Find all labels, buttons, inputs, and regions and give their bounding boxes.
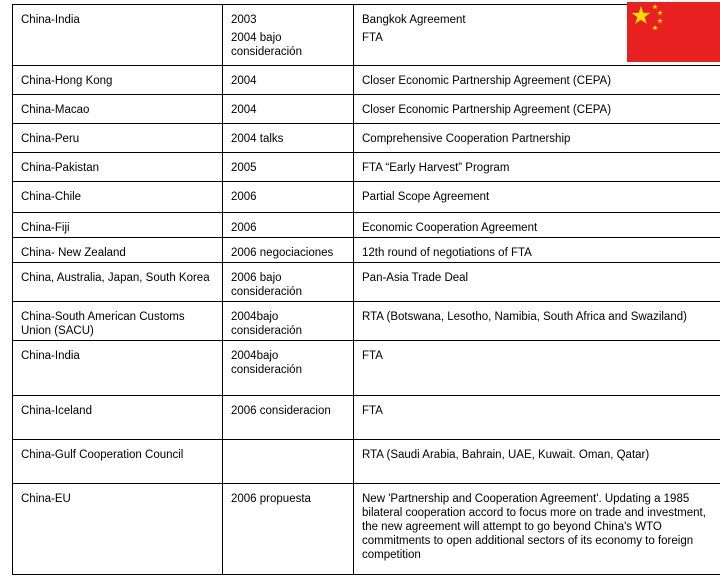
table-row bbox=[13, 238, 720, 263]
date-line: 2003 bbox=[231, 14, 257, 26]
date-cell: 2006 bbox=[223, 182, 354, 213]
partner-cell: China-Gulf Cooperation Council bbox=[13, 440, 223, 484]
agreement-cell: Comprehensive Cooperation Partnership bbox=[354, 124, 720, 153]
date-cell: 2004 bbox=[223, 95, 354, 124]
china-flag-icon bbox=[627, 2, 720, 62]
table-row bbox=[13, 213, 720, 238]
partner-cell: China-Hong Kong bbox=[13, 66, 223, 95]
agreement-cell: Closer Economic Partnership Agreement (CEPA) bbox=[354, 66, 720, 95]
table-row bbox=[13, 5, 720, 66]
date-cell: 2004 talks bbox=[223, 124, 354, 153]
date-cell: 2004bajo consideración bbox=[223, 341, 354, 396]
agreement-cell: New 'Partnership and Cooperation Agreement'. Updating a 1985 bilateral cooperation accord to focus more on trade and investment, the new agreement will attempt to go beyond China's WTO commitments to open additional sectors of its economy to foreign competition bbox=[354, 484, 720, 575]
partner-cell: China-India bbox=[13, 341, 223, 396]
table-row bbox=[13, 440, 720, 484]
date-cell: 2006 propuesta bbox=[223, 484, 354, 575]
table-row bbox=[13, 66, 720, 95]
table-row bbox=[13, 263, 720, 302]
partner-cell: China-India bbox=[13, 5, 223, 66]
partner-cell: China, Australia, Japan, South Korea bbox=[13, 263, 223, 302]
partner-cell: China-Macao bbox=[13, 95, 223, 124]
date-cell: 2006 bbox=[223, 213, 354, 238]
agreement-cell: FTA bbox=[354, 396, 720, 440]
date-cell: 2005 bbox=[223, 153, 354, 182]
date-cell: 2004bajo consideración bbox=[223, 302, 354, 341]
table-row bbox=[13, 341, 720, 396]
date-cell: 2006 negociaciones bbox=[223, 238, 354, 263]
agreement-cell: Partial Scope Agreement bbox=[354, 182, 720, 213]
table-row bbox=[13, 153, 720, 182]
agreement-cell: Economic Cooperation Agreement bbox=[354, 213, 720, 238]
agreement-line: Bangkok Agreement bbox=[362, 14, 466, 26]
table-row bbox=[13, 302, 720, 341]
partner-cell: China-Pakistan bbox=[13, 153, 223, 182]
agreement-cell: RTA (Saudi Arabia, Bahrain, UAE, Kuwait. Oman, Qatar) bbox=[354, 440, 720, 484]
partner-cell: China-Peru bbox=[13, 124, 223, 153]
agreement-cell: Closer Economic Partnership Agreement (CEPA) bbox=[354, 95, 720, 124]
date-cell bbox=[223, 5, 354, 66]
partner-cell: China-South American Customs Union (SACU) bbox=[13, 302, 223, 341]
agreement-line: FTA bbox=[362, 31, 712, 45]
agreement-cell: 12th round of negotiations of FTA bbox=[354, 238, 720, 263]
agreement-cell: Pan-Asia Trade Deal bbox=[354, 263, 720, 302]
agreement-cell: FTA “Early Harvest” Program bbox=[354, 153, 720, 182]
agreement-cell: RTA (Botswana, Lesotho, Namibia, South Africa and Swaziland) bbox=[354, 302, 720, 341]
date-cell bbox=[223, 440, 354, 484]
table-row bbox=[13, 182, 720, 213]
partner-cell: China-Iceland bbox=[13, 396, 223, 440]
date-cell: 2006 bajo consideración bbox=[223, 263, 354, 302]
table-row bbox=[13, 396, 720, 440]
table-row bbox=[13, 124, 720, 153]
trade-agreements-table bbox=[12, 4, 720, 575]
table-row bbox=[13, 95, 720, 124]
table-row bbox=[13, 484, 720, 575]
partner-cell: China-Fiji bbox=[13, 213, 223, 238]
date-cell: 2004 bbox=[223, 66, 354, 95]
partner-cell: China-EU bbox=[13, 484, 223, 575]
date-line: 2004 bajo consideración bbox=[231, 31, 345, 59]
partner-cell: China-Chile bbox=[13, 182, 223, 213]
date-cell: 2006 consideracion bbox=[223, 396, 354, 440]
agreement-cell: FTA bbox=[354, 341, 720, 396]
partner-cell: China- New Zealand bbox=[13, 238, 223, 263]
